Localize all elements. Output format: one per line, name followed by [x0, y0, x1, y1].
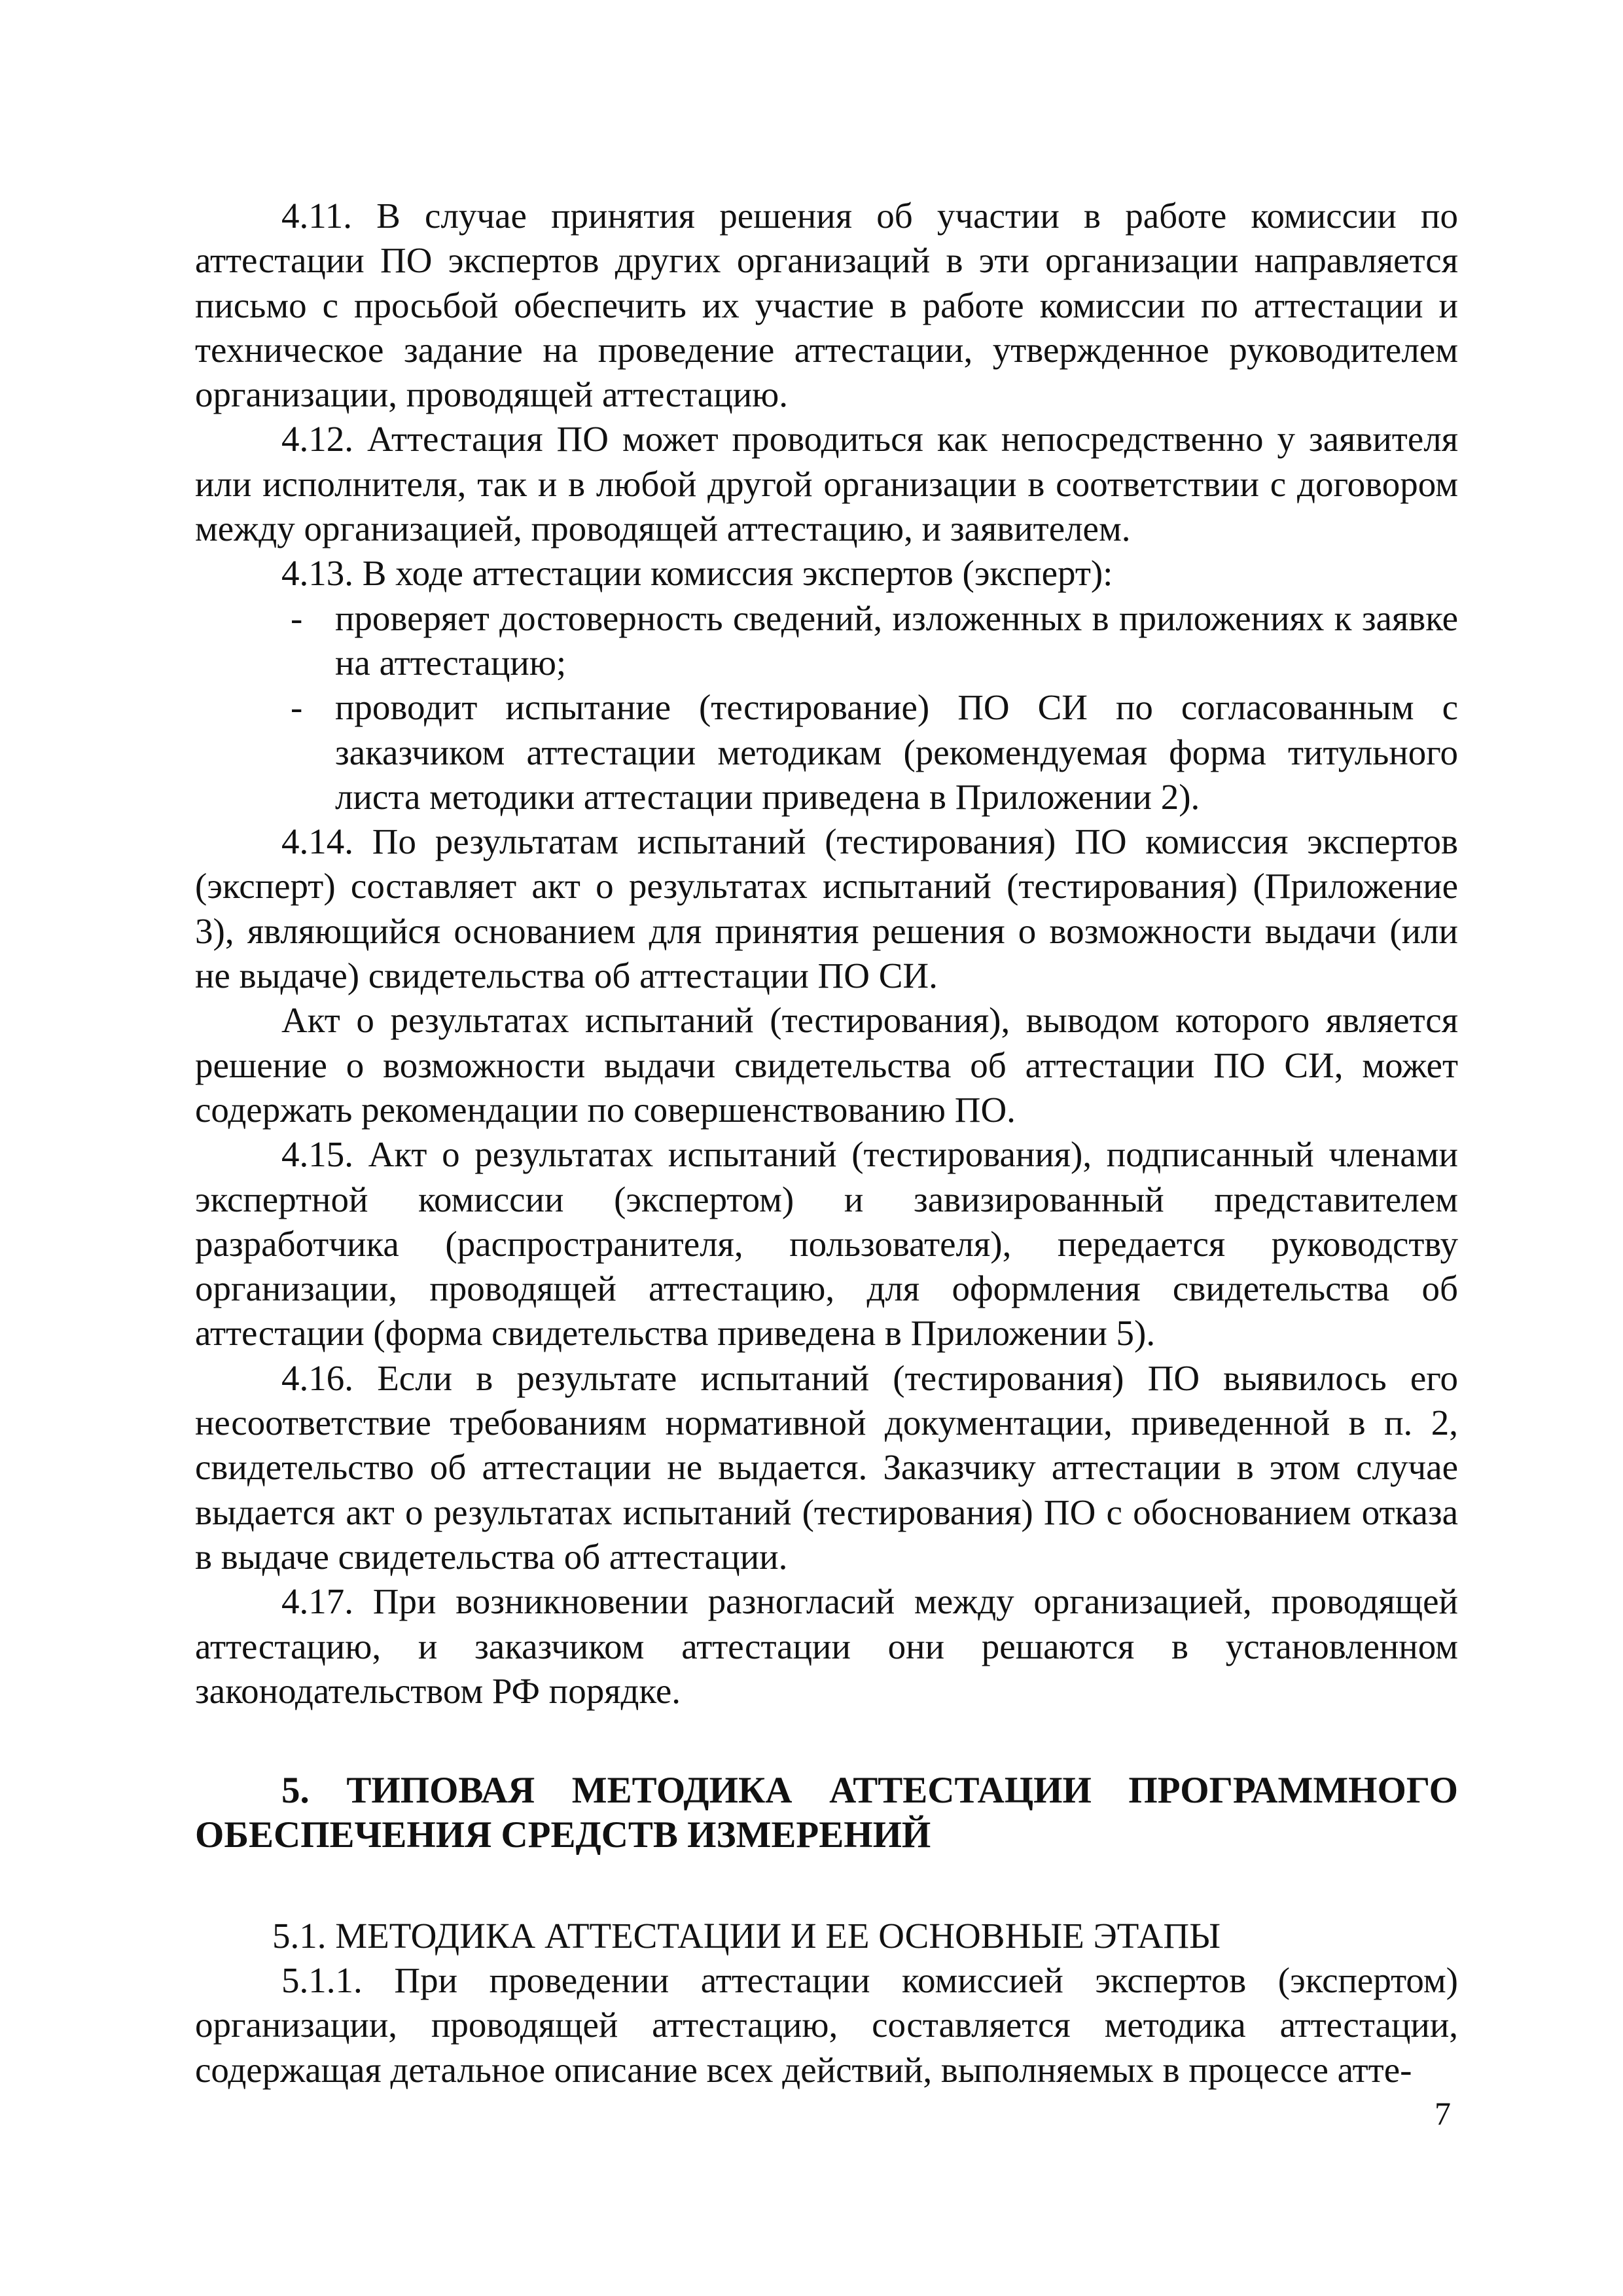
list-item: - проводит испытание (тестирование) ПО СИ по согласованным с заказчиком аттестации методикам (рекомендуемая форма титульного листа методики аттестации приведена в Приложении 2).: [195, 685, 1458, 819]
list-item: - проверяет достоверность сведений, изложенных в приложениях к заявке на аттестацию;: [195, 596, 1458, 686]
paragraph-4-12: 4.12. Аттестация ПО может проводиться как непосредственно у заявителя или исполнителя, так и в любой другой организации в соответствии с договором между организацией, проводящей аттестацию, и заявителем.: [195, 419, 1458, 549]
section-5-1-heading: 5.1. МЕТОДИКА АТТЕСТАЦИИ И ЕЕ ОСНОВНЫЕ ЭТАПЫ: [272, 1916, 1221, 1956]
paragraph-4-17: 4.17. При возникновении разногласий между организацией, проводящей аттестацию, и заказчиком аттестации они решаются в установленном законодательством РФ порядке.: [195, 1581, 1458, 1711]
paragraph-4-14-continuation: Акт о результатах испытаний (тестирования), выводом которого является решение о возможности выдачи свидетельства об аттестации ПО СИ, может содержать рекомендации по совершенствованию ПО.: [195, 1000, 1458, 1130]
paragraph-4-13-list: [195, 596, 1458, 819]
paragraph-4-16: 4.16. Если в результате испытаний (тестирования) ПО выявилось его несоответствие требованиям нормативной документации, приведенной в п. 2, свидетельство об аттестации не выдается. Заказчику аттестации в этом случае выдается акт о результатах испытаний (тестирования) ПО с обоснованием отказа в выдаче свидетельства об аттестации.: [195, 1357, 1458, 1577]
paragraph-4-13: 4.13. В ходе аттестации комиссия экспертов (эксперт):: [281, 553, 1113, 594]
section-5-heading: 5. ТИПОВАЯ МЕТОДИКА АТТЕСТАЦИИ ПРОГРАММНОГО ОБЕСПЕЧЕНИЯ СРЕДСТВ ИЗМЕРЕНИЙ: [195, 1770, 1458, 1856]
paragraph-4-11: 4.11. В случае принятия решения об участии в работе комиссии по аттестации ПО экспертов других организаций в эти организации направляется письмо с просьбой обеспечить их участие в работе комиссии по аттестации и техническое задание на проведение аттестации, утвержденное руководителем организации, проводящей аттестацию.: [195, 196, 1458, 415]
paragraph-5-1-1: 5.1.1. При проведении аттестации комиссией экспертов (экспертом) организации, проводящей аттестацию, составляется методика аттестации, содержащая детальное описание всех действий, выполняемых в процессе атте-: [195, 1960, 1458, 2090]
paragraph-4-15: 4.15. Акт о результатах испытаний (тестирования), подписанный членами экспертной комиссии (экспертом) и завизированный представителем разработчика (распространителя, пользователя), передается руководству организации, проводящей аттестацию, для оформления свидетельства об аттестации (форма свидетельства приведена в Приложении 5).: [195, 1134, 1458, 1354]
page-number: 7: [1435, 2095, 1451, 2132]
document-body: [195, 194, 1458, 2092]
paragraph-4-14: 4.14. По результатам испытаний (тестирования) ПО комиссия экспертов (эксперт) составляет акт о результатах испытаний (тестирования) (Приложение 3), являющийся основанием для принятия решения о возможности выдачи (или не выдаче) свидетельства об аттестации ПО СИ.: [195, 821, 1458, 996]
